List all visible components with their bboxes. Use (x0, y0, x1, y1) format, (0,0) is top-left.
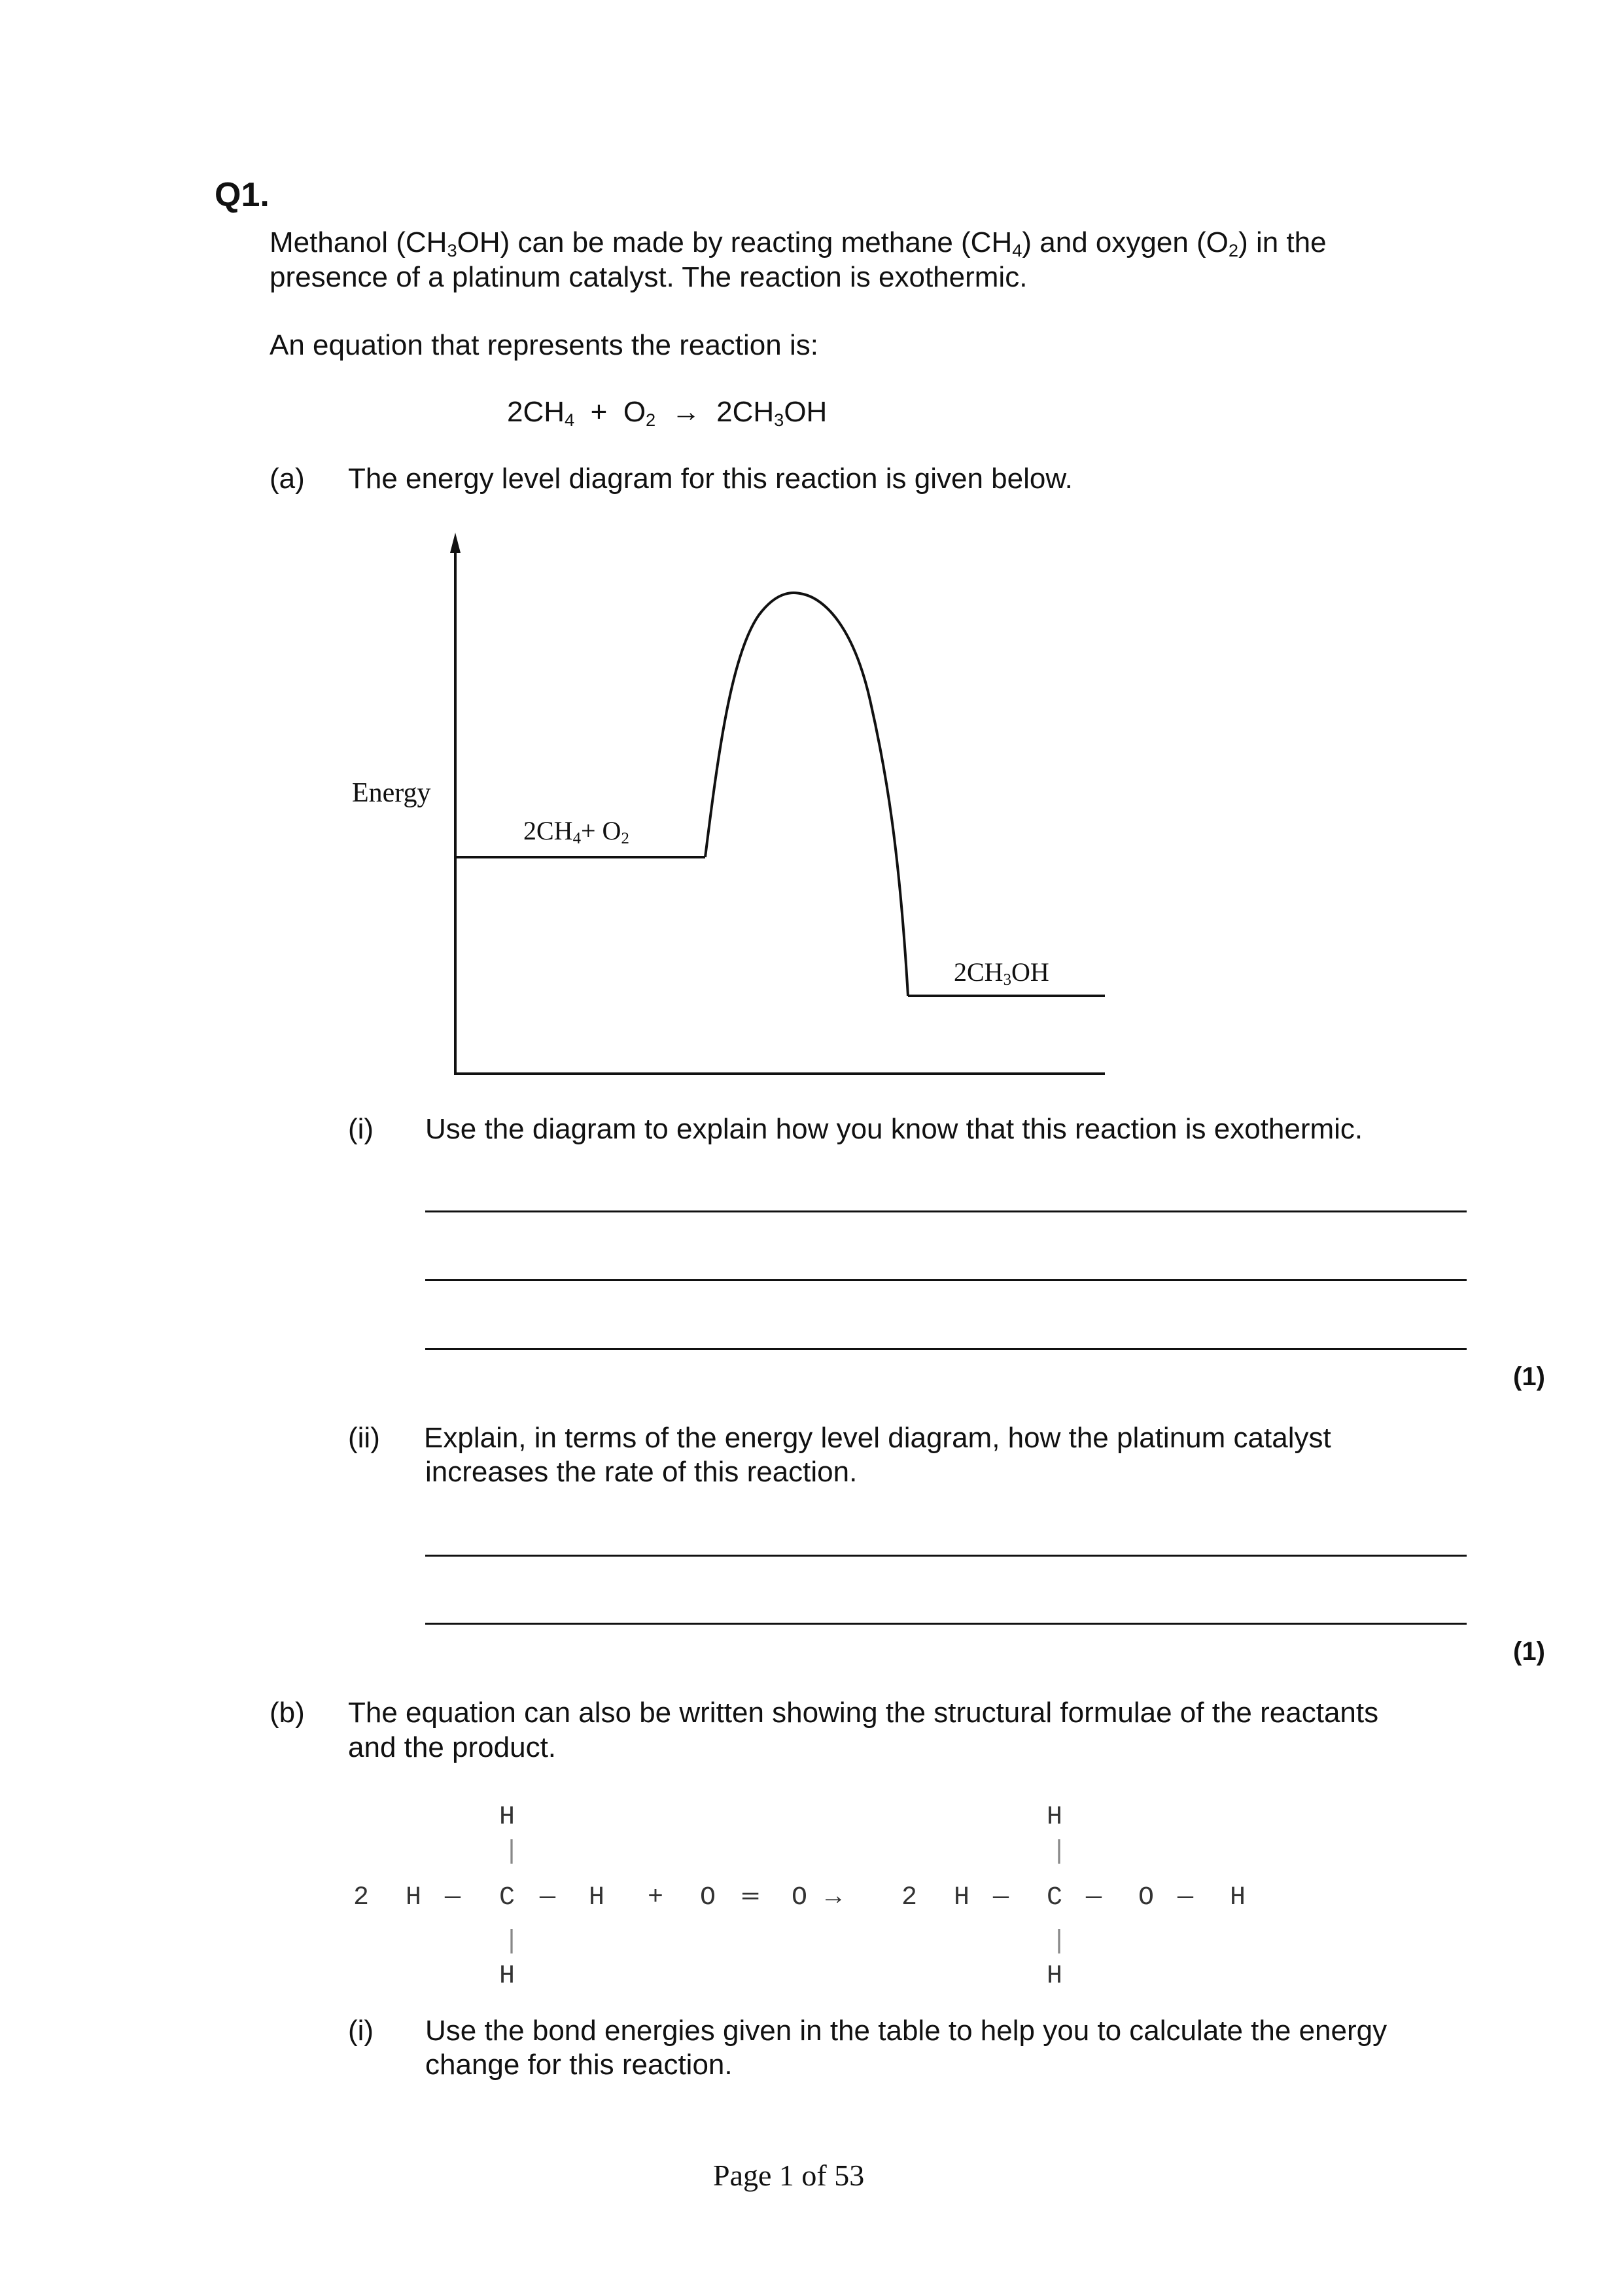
page-number: Page 1 of 53 (713, 2159, 865, 2192)
intro-text: OH) can be made by reacting methane (CH (457, 226, 1013, 258)
sub-i-text: Use the diagram to explain how you know that this reaction is exothermic. (425, 1113, 1363, 1145)
reactant-oxygen: O (623, 396, 646, 428)
answer-line[interactable] (425, 1623, 1467, 1625)
answer-line[interactable] (425, 1210, 1467, 1212)
atom-h: H (499, 1962, 515, 1991)
atom-o: O (700, 1883, 716, 1913)
intro-line-2: presence of a platinum catalyst. The reaction is exothermic. (270, 261, 1028, 293)
products-label-text: OH (1011, 957, 1049, 987)
bond-single: — (1178, 1883, 1194, 1913)
atom-h: H (1230, 1883, 1246, 1913)
intro-text: ) and oxygen (O (1022, 226, 1229, 258)
atom-c: C (499, 1883, 515, 1913)
products-label-text: 2CH (954, 957, 1003, 987)
part-b-text-1: The equation can also be written showing the structural formulae of the reactants (348, 1697, 1379, 1729)
sub-ii-label: (ii) (348, 1422, 380, 1454)
bond-vertical: | (1051, 1927, 1068, 1956)
atom-h: H (406, 1883, 422, 1913)
bond-vertical: | (504, 1837, 520, 1867)
answer-line[interactable] (425, 1555, 1467, 1557)
question-number: Q1. (215, 176, 270, 214)
products-label (954, 957, 1049, 987)
part-a-label: (a) (270, 463, 305, 495)
sub-i-label: (i) (348, 1113, 374, 1145)
product-methanol: 2CH (716, 396, 775, 428)
energy-axis-label: Energy (352, 778, 431, 808)
b-sub-i-text-2: change for this reaction. (425, 2049, 733, 2081)
bond-vertical: | (1051, 1837, 1068, 1867)
atom-h: H (1047, 1803, 1063, 1832)
intro-text: Methanol (CH (270, 226, 447, 258)
atom-h: H (954, 1883, 970, 1913)
reactants-label-text: + O (580, 816, 621, 845)
reactants-label-text: 2CH (523, 816, 573, 845)
bond-single: — (993, 1883, 1009, 1913)
reaction-arrow: → (826, 1883, 842, 1913)
plus-sign: + (590, 396, 608, 428)
sub-ii-text-1: Explain, in terms of the energy level diagram, how the platinum catalyst (424, 1422, 1331, 1454)
atom-h: H (1047, 1962, 1063, 1991)
answer-line[interactable] (425, 1279, 1467, 1281)
part-a-text: The energy level diagram for this reaction is given below. (348, 463, 1073, 495)
subscript: 4 (565, 409, 575, 430)
y-axis-arrow-icon (450, 533, 461, 553)
subscript: 3 (1003, 971, 1011, 989)
subscript: 2 (1228, 239, 1239, 260)
subscript: 4 (572, 830, 581, 848)
marks-a-i: (1) (1513, 1362, 1545, 1391)
subscript: 2 (621, 830, 629, 848)
atom-o: O (792, 1883, 808, 1913)
atom-h: H (589, 1883, 605, 1913)
reactants-label (523, 815, 629, 846)
product-methanol-suffix: OH (784, 396, 828, 428)
b-sub-i-text-1: Use the bond energies given in the table to help you to calculate the energy (425, 2015, 1387, 2047)
subscript: 4 (1012, 239, 1022, 260)
atom-c: C (1047, 1883, 1063, 1913)
atom-o: O (1138, 1883, 1155, 1913)
subscript: 2 (646, 409, 656, 430)
atom-h: H (499, 1803, 515, 1832)
answer-line[interactable] (425, 1348, 1467, 1350)
intro-text: ) in the (1238, 226, 1327, 258)
bond-single: — (540, 1883, 556, 1913)
bond-double: ═ (742, 1883, 759, 1913)
coefficient: 2 (901, 1883, 918, 1913)
activation-energy-curve (705, 593, 908, 996)
b-sub-i-label: (i) (348, 2015, 374, 2047)
equation-intro: An equation that represents the reaction is: (270, 329, 818, 361)
plus-sign: + (648, 1883, 664, 1913)
sub-ii-text-2: increases the rate of this reaction. (425, 1456, 858, 1488)
reaction-arrow: → (671, 396, 701, 428)
bond-single: — (1086, 1883, 1102, 1913)
coefficient: 2 (353, 1883, 370, 1913)
bond-vertical: | (504, 1927, 520, 1956)
bond-single: — (445, 1883, 461, 1913)
reactant-methane: 2CH (507, 396, 565, 428)
part-b-text-2: and the product. (348, 1731, 557, 1763)
subscript: 3 (447, 239, 457, 260)
marks-a-ii: (1) (1513, 1637, 1545, 1666)
subscript: 3 (774, 409, 784, 430)
part-b-label: (b) (270, 1697, 305, 1729)
